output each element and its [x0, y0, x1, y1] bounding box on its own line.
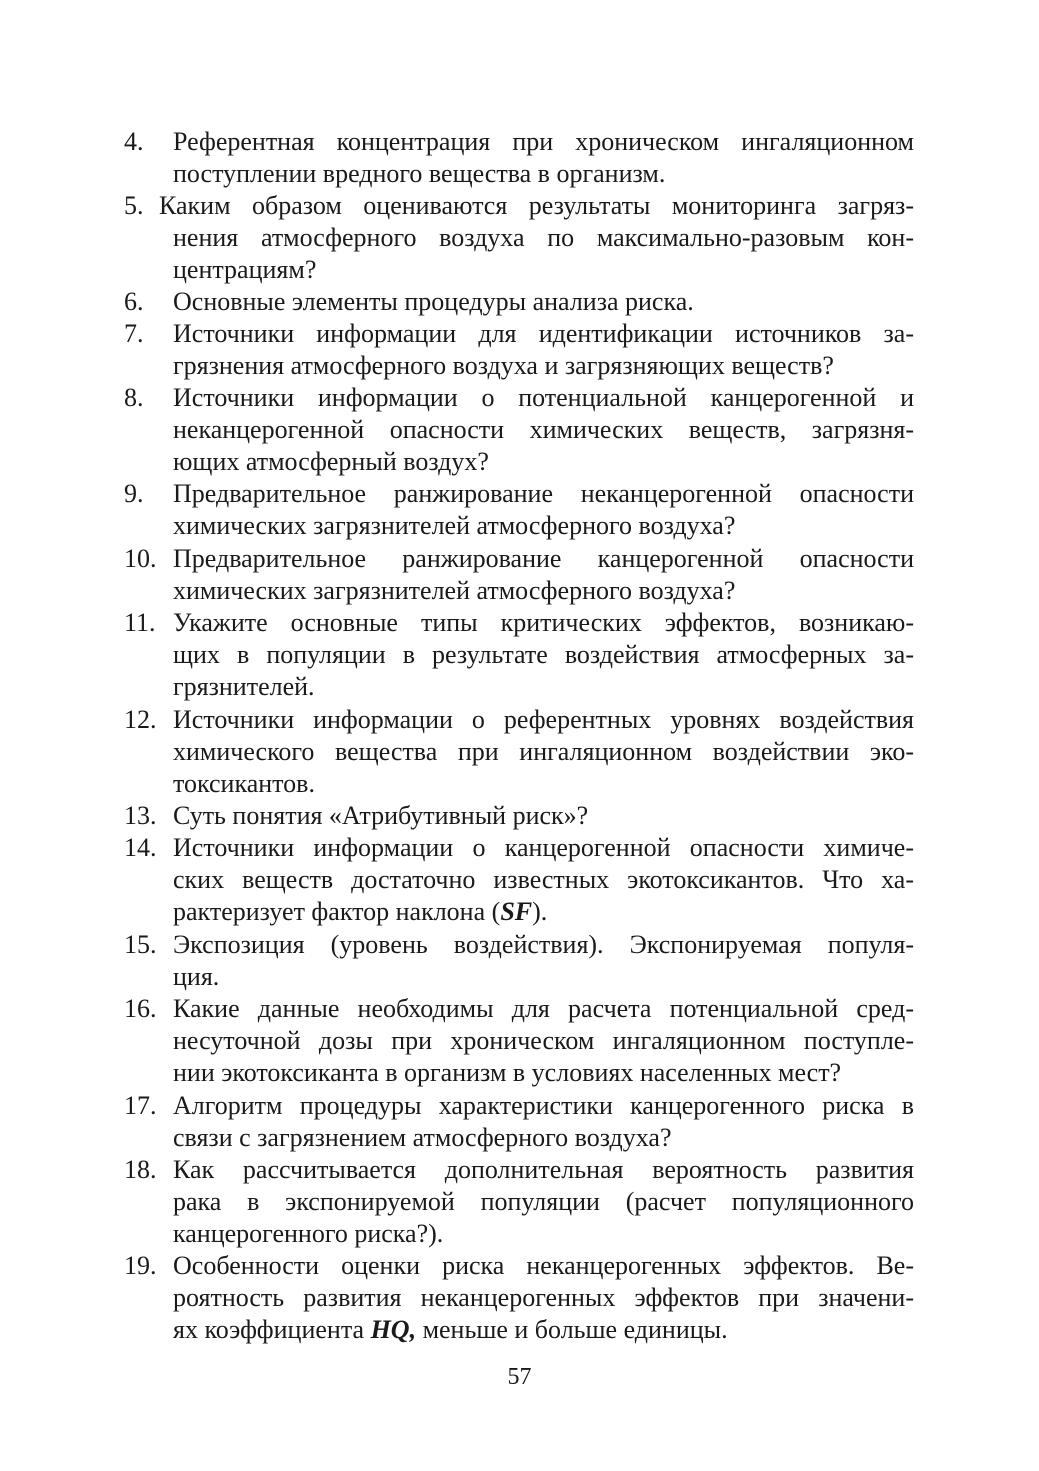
question-10: [124, 543, 914, 607]
question-15: [124, 929, 914, 993]
question-5: [124, 190, 914, 286]
question-text-line: ских веществ достаточно известных экотоксикантов. Что ха-: [173, 865, 914, 894]
question-text-line: Суть понятия «Атрибутивный риск»?: [173, 801, 589, 830]
question-text-line: неканцерогенной опасности химических веществ, загрязня-: [173, 415, 914, 444]
question-number: 12.: [124, 705, 157, 734]
question-19: [124, 1250, 914, 1346]
question-13: [124, 800, 914, 832]
question-number: 9.: [124, 479, 144, 508]
question-4: [124, 126, 914, 190]
question-number: 13.: [124, 801, 157, 830]
question-text-line: Референтная концентрация при хроническом ингаляционном: [173, 127, 914, 156]
question-number: 14.: [124, 833, 157, 862]
question-text-line: Экспозиция (уровень воздействия). Экспонируемая популя-: [173, 930, 914, 959]
question-number: 8.: [124, 383, 144, 412]
question-text-line: Источники информации о референтных уровнях воздействия: [173, 705, 914, 734]
question-text-line: Источники информации о потенциальной канцерогенной и: [173, 383, 914, 412]
question-text-line: рака в экспонируемой популяции (расчет популяционного: [173, 1187, 914, 1216]
question-number: 18.: [124, 1155, 157, 1184]
question-text-line: грязнителей.: [173, 672, 315, 701]
question-9: [124, 478, 914, 542]
question-text-line: щих в популяции в результате воздействия атмосферных за-: [173, 640, 914, 669]
question-text-line: Предварительное ранжирование неканцерогенной опасности: [173, 479, 914, 508]
question-16: [124, 993, 914, 1089]
question-text-line: несуточной дозы при хроническом ингаляционном поступле-: [173, 1026, 914, 1055]
question-text-fragment: меньше и больше единицы.: [416, 1315, 728, 1344]
question-text-line: нения атмосферного воздуха по максимально-разовым кон-: [173, 223, 914, 252]
question-text-line: ющих атмосферный воздух?: [173, 447, 489, 476]
question-number: 11.: [124, 608, 156, 637]
question-11: [124, 607, 914, 703]
question-7: [124, 318, 914, 382]
question-text-line: Источники информации для идентификации источников за-: [173, 319, 914, 348]
question-text-line: грязнения атмосферного воздуха и загрязняющих веществ?: [173, 351, 834, 380]
question-number: 10.: [124, 544, 157, 573]
page-number: 57: [507, 1364, 532, 1390]
question-12: [124, 704, 914, 800]
question-text-line: роятность развития неканцерогенных эффектов при значени-: [173, 1283, 914, 1312]
slope-factor-symbol: SF: [500, 897, 533, 926]
question-text-line: химического вещества при ингаляционном воздействии эко-: [173, 737, 914, 766]
question-text-line: Основные элементы процедуры анализа риска.: [173, 287, 694, 316]
question-number: 5.: [124, 191, 144, 220]
question-8: [124, 382, 914, 478]
question-text-fragment: ях коэффициента: [173, 1315, 371, 1344]
question-text-line: ция.: [173, 962, 220, 991]
hazard-quotient-symbol: HQ,: [370, 1315, 417, 1344]
question-text-line: поступлении вредного вещества в организм.: [173, 159, 666, 188]
question-text-fragment: рактеризует фактор наклона (: [173, 897, 501, 926]
question-text-line: токсикантов.: [173, 769, 315, 798]
question-14: [124, 832, 914, 928]
question-text-line: центрациям?: [173, 255, 317, 284]
question-text-line: Предварительное ранжирование канцерогенной опасности: [173, 544, 914, 573]
question-text-line: Особенности оценки риска неканцерогенных эффектов. Ве-: [173, 1251, 914, 1280]
question-6: [124, 286, 914, 318]
question-number: 17.: [124, 1091, 157, 1120]
question-text-line: химических загрязнителей атмосферного воздуха?: [173, 576, 736, 605]
question-text-line: Как рассчитывается дополнительная вероятность развития: [173, 1155, 914, 1184]
question-text-line: Каким образом оцениваются результаты мониторинга загряз-: [159, 191, 914, 220]
question-text-line: канцерогенного риска?).: [173, 1219, 444, 1248]
question-number: 19.: [124, 1251, 157, 1280]
question-number: 16.: [124, 994, 157, 1023]
question-text-line: химических загрязнителей атмосферного воздуха?: [173, 511, 736, 540]
question-text-line: Какие данные необходимы для расчета потенциальной сред-: [173, 994, 914, 1023]
question-text-line: Алгоритм процедуры характеристики канцерогенного риска в: [173, 1091, 914, 1120]
question-17: [124, 1090, 914, 1154]
question-text-line: Укажите основные типы критических эффектов, возникаю-: [173, 608, 914, 637]
question-text-line: связи с загрязнением атмосферного воздуха?: [173, 1123, 672, 1152]
question-number: 6.: [124, 287, 144, 316]
question-number: 4.: [124, 127, 144, 156]
question-number: 15.: [124, 930, 157, 959]
question-number: 7.: [124, 319, 144, 348]
question-text-line: Источники информации о канцерогенной опасности химиче-: [173, 833, 914, 862]
question-text-fragment: ).: [532, 897, 548, 926]
question-18: [124, 1154, 914, 1250]
question-text-line: нии экотоксиканта в организм в условиях населенных мест?: [173, 1058, 842, 1087]
